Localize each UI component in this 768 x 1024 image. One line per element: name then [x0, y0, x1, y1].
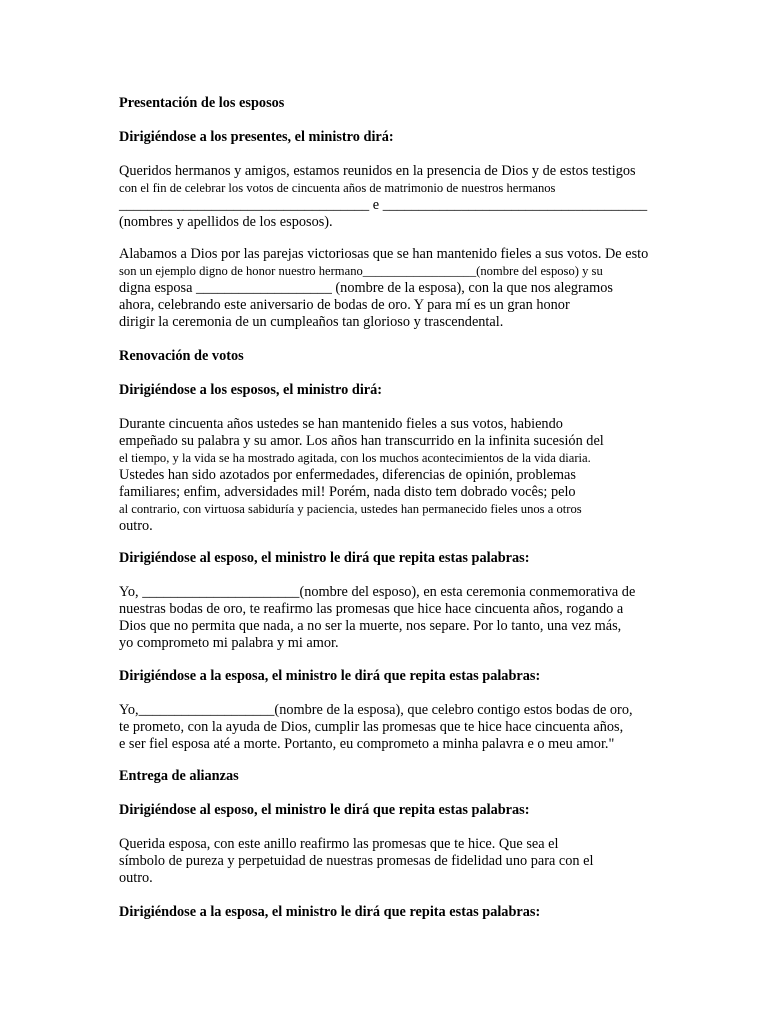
text-line: al contrario, con virtuosa sabiduría y paciencia, ustedes han permanecido fieles unos a otros [119, 502, 582, 516]
paragraph-intro [119, 163, 679, 231]
text-line: Alabamos a Dios por las parejas victoriosas que se han mantenido fieles a sus votos. De esto [119, 246, 649, 262]
text-line: familiares; enfim, adversidades mil! Porém, nada disto tem dobrado vocês; pelo [119, 484, 576, 500]
text-line: digna esposa ___________________ (nombre de la esposa), con la que nos alegramos [119, 280, 613, 296]
section-heading-alianzas: Entrega de alianzas [119, 768, 239, 784]
section-heading-presentacion: Presentación de los esposos [119, 95, 285, 111]
text-line: outro. [119, 870, 153, 886]
text-line: te prometo, con la ayuda de Dios, cumplir las promesas que te hice hace cincuenta años, [119, 719, 624, 735]
instruction-heading-esposo-1: Dirigiéndose al esposo, el ministro le dirá que repita estas palabras: [119, 550, 530, 566]
text-line: ahora, celebrando este aniversario de bodas de oro. Y para mí es un gran honor [119, 297, 570, 313]
text-line: yo comprometo mi palabra y mi amor. [119, 635, 339, 651]
text-line: son un ejemplo digno de honor nuestro hermano__________________(nombre del esposo) y su [119, 264, 603, 278]
instruction-heading-presentes: Dirigiéndose a los presentes, el ministro dirá: [119, 129, 394, 145]
text-line: Ustedes han sido azotados por enfermedades, diferencias de opinión, problemas [119, 467, 576, 483]
text-line: Yo,___________________(nombre de la esposa), que celebro contigo estos bodas de oro, [119, 702, 633, 718]
text-line: dirigir la ceremonia de un cumpleaños tan glorioso y trascendental. [119, 314, 504, 330]
text-line: (nombres y apellidos de los esposos). [119, 214, 333, 230]
text-line: outro. [119, 518, 153, 534]
instruction-heading-esposos: Dirigiéndose a los esposos, el ministro dirá: [119, 382, 383, 398]
text-line: Yo, ______________________(nombre del esposo), en esta ceremonia conmemorativa de [119, 584, 636, 600]
text-line: símbolo de pureza y perpetuidad de nuestras promesas de fidelidad uno para con el [119, 853, 594, 869]
text-line: nuestras bodas de oro, te reafirmo las promesas que hice hace cincuenta años, rogando a [119, 601, 624, 617]
paragraph-alabamos [119, 246, 679, 331]
paragraph-cincuenta-anos [119, 416, 679, 535]
paragraph-voto-esposo [119, 584, 679, 652]
text-line: Queridos hermanos y amigos, estamos reunidos en la presencia de Dios y de estos testigos [119, 163, 636, 179]
paragraph-voto-esposa [119, 702, 679, 753]
instruction-heading-esposo-2: Dirigiéndose al esposo, el ministro le dirá que repita estas palabras: [119, 802, 530, 818]
section-heading-renovacion: Renovación de votos [119, 348, 244, 364]
text-line: el tiempo, y la vida se ha mostrado agitada, con los muchos acontecimientos de la vida diaria. [119, 451, 591, 465]
text-line: Dios que no permita que nada, a no ser la muerte, nos separe. Por lo tanto, una vez más, [119, 618, 622, 634]
instruction-heading-esposa-1: Dirigiéndose a la esposa, el ministro le dirá que repita estas palabras: [119, 668, 541, 684]
paragraph-anillo [119, 836, 679, 887]
text-line: Querida esposa, con este anillo reafirmo las promesas que te hice. Que sea el [119, 836, 559, 852]
text-line: empeñado su palabra y su amor. Los años han transcurrido en la infinita sucesión del [119, 433, 604, 449]
instruction-heading-esposa-2: Dirigiéndose a la esposa, el ministro le dirá que repita estas palabras: [119, 904, 541, 920]
text-line: e ser fiel esposa até a morte. Portanto, eu comprometo a minha palavra e o meu amor." [119, 736, 615, 752]
text-line: ___________________________________ e _____________________________________ [119, 197, 648, 213]
text-line: Durante cincuenta años ustedes se han mantenido fieles a sus votos, habiendo [119, 416, 563, 432]
text-line: con el fin de celebrar los votos de cincuenta años de matrimonio de nuestros hermanos [119, 181, 556, 195]
